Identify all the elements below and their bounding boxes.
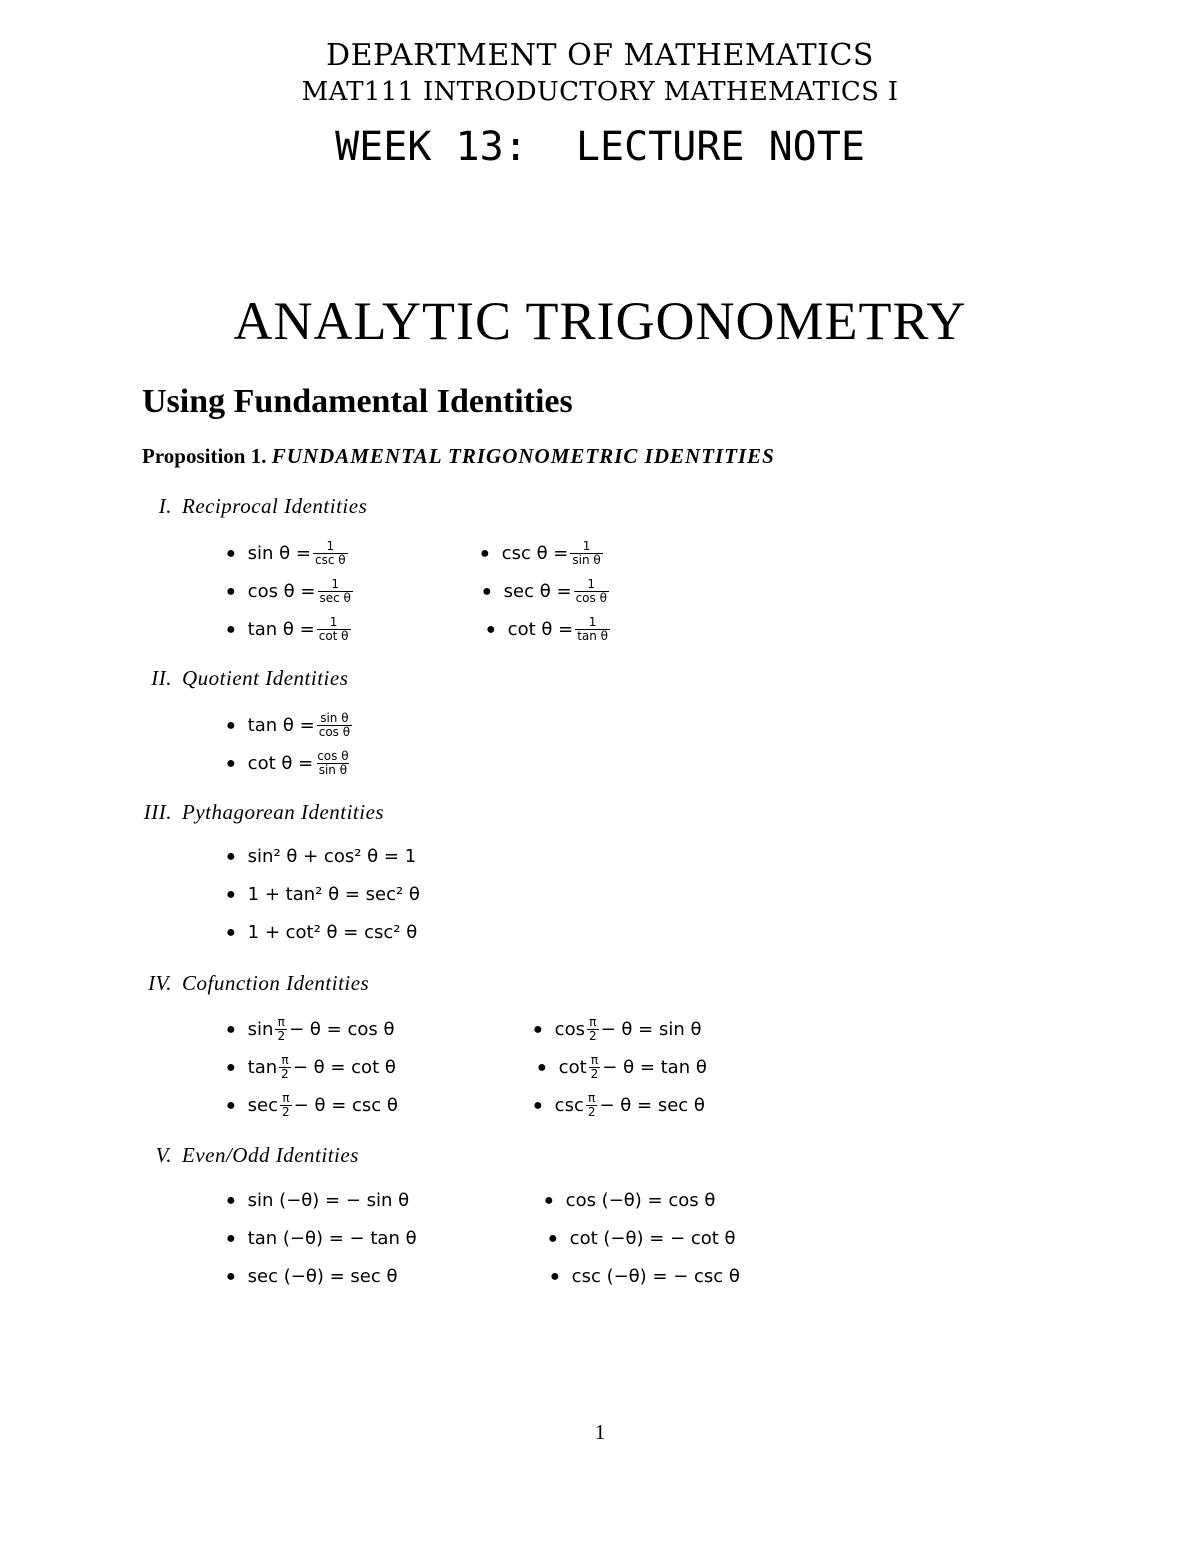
pythagorean-identity-row [226, 884, 420, 905]
fraction [587, 1016, 599, 1043]
bullet-icon: ● [226, 544, 236, 562]
bullet-icon: ● [226, 1096, 236, 1114]
quotient-identities-heading [120, 666, 348, 691]
identity-function: cos [554, 1019, 585, 1040]
bullet-icon: ● [550, 1267, 560, 1285]
bullet-icon: ● [226, 885, 236, 903]
section-heading: Using Fundamental Identities [142, 383, 573, 420]
reciprocal-identity-row [482, 578, 611, 605]
fraction-denominator: sin θ [318, 763, 348, 777]
cofunction-identity-row [226, 1054, 396, 1081]
fraction [317, 616, 351, 643]
identity-rest: − θ = cot θ [292, 1057, 396, 1078]
bullet-icon: ● [226, 1058, 236, 1076]
identity-text: 1 + cot² θ = csc² θ [247, 922, 418, 943]
fraction [315, 750, 350, 777]
fraction-numerator: π [281, 1053, 289, 1067]
group-numeral: III. [143, 800, 172, 824]
identity-lhs: sin θ = [247, 543, 311, 564]
identity-text: sec (−θ) = sec θ [247, 1266, 398, 1287]
identity-text: cos (−θ) = cos θ [565, 1190, 716, 1211]
fraction-denominator: 2 [282, 1105, 290, 1119]
fraction-denominator: csc θ [315, 553, 346, 567]
bullet-icon: ● [482, 582, 492, 600]
fraction-denominator: sec θ [319, 591, 351, 605]
bullet-icon: ● [226, 754, 236, 772]
bullet-icon: ● [544, 1191, 554, 1209]
identity-function: sec [247, 1095, 279, 1116]
fraction [279, 1054, 291, 1081]
identity-function: sin [247, 1019, 274, 1040]
bullet-icon: ● [226, 923, 236, 941]
fraction-denominator: 2 [587, 1105, 596, 1119]
fraction [589, 1054, 601, 1081]
pythagorean-identities-heading [120, 800, 384, 825]
reciprocal-identities-heading [120, 494, 367, 519]
fraction-numerator: 1 [587, 577, 596, 591]
identity-text: sin² θ + cos² θ = 1 [247, 846, 417, 867]
identity-rest: − θ = sin θ [600, 1019, 702, 1040]
cofunction-identity-row [537, 1054, 707, 1081]
bullet-icon: ● [548, 1229, 558, 1247]
group-title: Reciprocal Identities [182, 494, 368, 518]
fraction-denominator: cos θ [575, 591, 607, 605]
bullet-icon: ● [486, 620, 496, 638]
fraction-denominator: 2 [281, 1067, 289, 1081]
quotient-identity-row [226, 712, 354, 739]
bullet-icon: ● [226, 1267, 236, 1285]
group-title: Even/Odd Identities [182, 1143, 359, 1167]
cofunction-identity-row [533, 1016, 701, 1043]
week-heading: WEEK 13: LECTURE NOTE [335, 124, 865, 170]
group-title: Quotient Identities [182, 666, 349, 690]
reciprocal-identity-row [226, 616, 353, 643]
fraction-numerator: 1 [331, 577, 340, 591]
even-odd-identity-row [226, 1266, 398, 1287]
fraction-denominator: cot θ [318, 629, 349, 643]
even-odd-identities-heading [120, 1143, 359, 1168]
fraction [280, 1092, 292, 1119]
fraction-denominator: 2 [277, 1029, 286, 1043]
bullet-icon: ● [480, 544, 490, 562]
identity-function: csc [554, 1095, 584, 1116]
even-odd-identity-row [544, 1190, 715, 1211]
cofunction-identity-row [533, 1092, 705, 1119]
bullet-icon: ● [226, 847, 236, 865]
identity-lhs: cot θ = [247, 753, 314, 774]
reciprocal-identity-row [480, 540, 605, 567]
fraction-denominator: 2 [590, 1067, 599, 1081]
group-numeral: II. [151, 666, 172, 690]
identity-lhs: tan θ = [247, 715, 315, 736]
identity-lhs: cos θ = [247, 581, 316, 602]
pythagorean-identity-row [226, 922, 417, 943]
identity-lhs: tan θ = [247, 619, 315, 640]
identity-text: csc (−θ) = − csc θ [571, 1266, 740, 1287]
cofunction-identity-row [226, 1016, 394, 1043]
pythagorean-identity-row [226, 846, 416, 867]
bullet-icon: ● [533, 1020, 543, 1038]
proposition-heading [142, 444, 775, 469]
page-number: 1 [594, 1420, 606, 1444]
bullet-icon: ● [226, 1229, 236, 1247]
fraction-numerator: 1 [329, 615, 338, 629]
bullet-icon: ● [226, 582, 236, 600]
fraction-numerator: cos θ [317, 749, 349, 763]
document-title: ANALYTIC TRIGONOMETRY [233, 291, 967, 351]
fraction [586, 1092, 598, 1119]
identity-text: cot (−θ) = − cot θ [569, 1228, 736, 1249]
identity-lhs: cot θ = [507, 619, 574, 640]
bullet-icon: ● [226, 716, 236, 734]
fraction [575, 616, 610, 643]
identity-lhs: sec θ = [503, 581, 572, 602]
fraction-numerator: 1 [588, 615, 597, 629]
identity-text: sin (−θ) = − sin θ [247, 1190, 410, 1211]
bullet-icon: ● [226, 1020, 236, 1038]
course-heading: MAT111 INTRODUCTORY MATHEMATICS I [301, 77, 899, 107]
identity-text: 1 + tan² θ = sec² θ [247, 884, 420, 905]
identity-rest: − θ = tan θ [602, 1057, 707, 1078]
cofunction-identities-heading [120, 971, 369, 996]
even-odd-identity-row [550, 1266, 740, 1287]
fraction-denominator: 2 [588, 1029, 597, 1043]
reciprocal-identity-row [226, 540, 350, 567]
quotient-identity-row [226, 750, 353, 777]
fraction [574, 578, 609, 605]
fraction-numerator: π [589, 1015, 597, 1029]
fraction [317, 712, 352, 739]
fraction-numerator: π [590, 1053, 599, 1067]
fraction-denominator: cos θ [318, 725, 351, 739]
reciprocal-identity-row [226, 578, 355, 605]
bullet-icon: ● [226, 620, 236, 638]
fraction [275, 1016, 287, 1043]
cofunction-identity-row [226, 1092, 398, 1119]
fraction-numerator: π [588, 1091, 596, 1105]
even-odd-identity-row [226, 1228, 417, 1249]
even-odd-identity-row [226, 1190, 409, 1211]
group-title: Pythagorean Identities [182, 800, 385, 824]
identity-rest: − θ = cos θ [289, 1019, 395, 1040]
fraction-numerator: sin θ [320, 711, 349, 725]
even-odd-identity-row [548, 1228, 736, 1249]
reciprocal-identity-row [486, 616, 612, 643]
identity-function: tan [247, 1057, 278, 1078]
fraction-denominator: sin θ [572, 553, 601, 567]
identity-rest: − θ = sec θ [599, 1095, 705, 1116]
proposition-label: Proposition 1. [142, 444, 267, 468]
proposition-name: FUNDAMENTAL TRIGONOMETRIC IDENTITIES [271, 444, 775, 468]
identity-rest: − θ = csc θ [293, 1095, 398, 1116]
identity-text: tan (−θ) = − tan θ [247, 1228, 417, 1249]
bullet-icon: ● [537, 1058, 547, 1076]
group-numeral: IV. [148, 971, 172, 995]
group-title: Cofunction Identities [182, 971, 370, 995]
identity-function: cot [558, 1057, 587, 1078]
group-numeral: V. [155, 1143, 172, 1167]
department-heading: DEPARTMENT OF MATHEMATICS [326, 38, 874, 73]
fraction [313, 540, 348, 567]
fraction [570, 540, 602, 567]
fraction-numerator: 1 [582, 539, 591, 553]
fraction-numerator: π [282, 1091, 290, 1105]
identity-lhs: csc θ = [501, 543, 569, 564]
group-numeral: I. [158, 494, 172, 518]
fraction-numerator: π [277, 1015, 285, 1029]
fraction-numerator: 1 [326, 539, 335, 553]
bullet-icon: ● [533, 1096, 543, 1114]
fraction [318, 578, 353, 605]
bullet-icon: ● [226, 1191, 236, 1209]
fraction-denominator: tan θ [577, 629, 609, 643]
